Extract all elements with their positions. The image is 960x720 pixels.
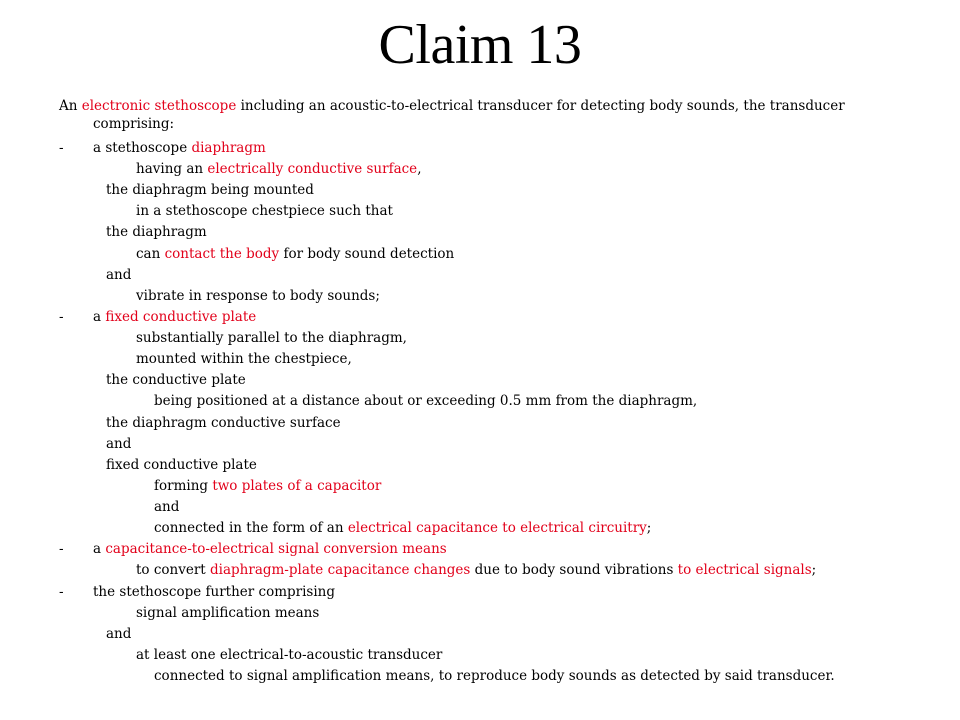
highlight-capacitance-circuitry: electrical capacitance to electrical circuitry [347, 520, 647, 536]
line-text: can [136, 246, 165, 262]
highlight-contact-body: contact the body [164, 246, 280, 262]
list-dash: - [59, 541, 64, 557]
line-text: forming [154, 478, 213, 494]
claim-line [136, 561, 816, 579]
highlight-conversion-means: capacitance-to-electrical signal conversion means [105, 541, 447, 557]
claim-intro [59, 97, 845, 115]
line-text: to convert [136, 562, 211, 578]
intro-text-1: An [59, 98, 82, 114]
claim-line: vibrate in response to body sounds; [136, 288, 380, 304]
claim-line: signal amplification means [136, 605, 320, 621]
list-dash: - [59, 309, 64, 325]
claim-line: the diaphragm conductive surface [106, 415, 341, 431]
claim-line [136, 245, 454, 263]
claim-line [93, 139, 266, 157]
intro-text-2: including an acoustic-to-electrical transducer for detecting body sounds, the transducer [236, 98, 845, 114]
list-dash: - [59, 584, 64, 600]
claim-line: the conductive plate [106, 372, 246, 388]
highlight-capacitor-plates: two plates of a capacitor [212, 478, 382, 494]
highlight-electronic-stethoscope: electronic stethoscope [81, 98, 237, 114]
claim-line: and [106, 436, 132, 452]
claim-line: and [106, 626, 132, 642]
claim-line: fixed conductive plate [106, 457, 257, 473]
line-text: a stethoscope [93, 140, 192, 156]
claim-line [136, 160, 421, 178]
claim-line: and [154, 499, 180, 515]
highlight-diaphragm: diaphragm [191, 140, 266, 156]
line-text: ; [811, 562, 817, 578]
line-text: for body sound detection [279, 246, 455, 262]
highlight-conductive-surface: electrically conductive surface [207, 161, 418, 177]
page-title: Claim 13 [378, 14, 582, 76]
claim-line: the diaphragm being mounted [106, 182, 314, 198]
claim-line: at least one electrical-to-acoustic transducer [136, 647, 443, 663]
claim-line: the diaphragm [106, 224, 207, 240]
line-text: , [417, 161, 422, 177]
claim-line: mounted within the chestpiece, [136, 351, 352, 367]
claim-line: the stethoscope further comprising [93, 584, 336, 600]
highlight-fixed-plate: fixed conductive plate [105, 309, 257, 325]
line-text: ; [646, 520, 652, 536]
claim-line: and [106, 267, 132, 283]
highlight-electrical-signals: to electrical signals [677, 562, 812, 578]
claim-line: being positioned at a distance about or exceeding 0.5 mm from the diaphragm, [154, 393, 698, 409]
line-text: due to body sound vibrations [470, 562, 678, 578]
claim-line: substantially parallel to the diaphragm, [136, 330, 407, 346]
list-dash: - [59, 140, 64, 156]
claim-line [93, 540, 447, 558]
line-text: connected in the form of an [154, 520, 348, 536]
claim-line [154, 477, 381, 495]
line-text: a [93, 541, 106, 557]
claim-line [93, 308, 256, 326]
claim-line: connected to signal amplification means, to reproduce body sounds as detected by said transducer. [154, 668, 835, 684]
claim-intro-continued: comprising: [93, 116, 175, 132]
line-text: having an [136, 161, 208, 177]
claim-line [154, 519, 651, 537]
claim-line: in a stethoscope chestpiece such that [136, 203, 393, 219]
highlight-capacitance-changes: diaphragm-plate capacitance changes [210, 562, 471, 578]
line-text: a [93, 309, 106, 325]
